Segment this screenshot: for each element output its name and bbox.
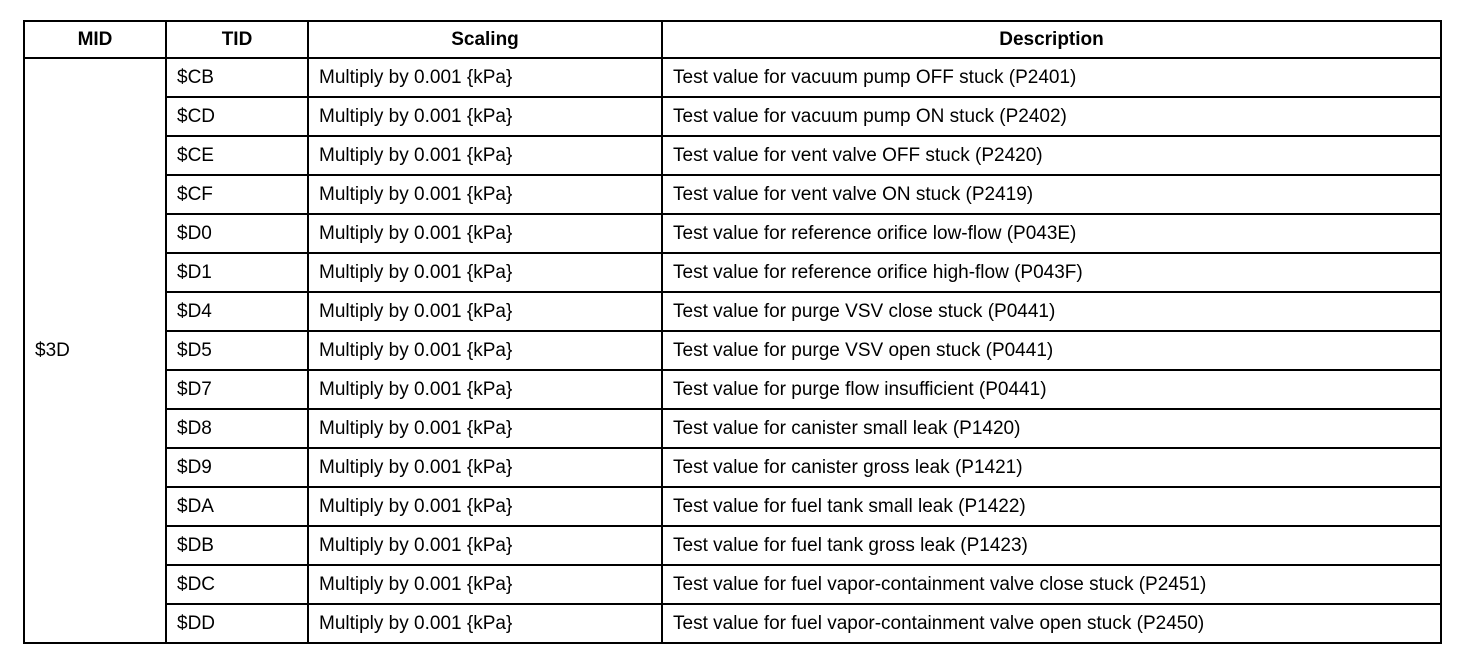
tid-cell: $D4 <box>166 292 308 331</box>
table-body <box>24 58 1441 643</box>
description-cell: Test value for fuel vapor-containment valve close stuck (P2451) <box>662 565 1441 604</box>
tid-cell: $D0 <box>166 214 308 253</box>
tid-cell: $CF <box>166 175 308 214</box>
tid-cell: $D5 <box>166 331 308 370</box>
tid-cell: $DD <box>166 604 308 643</box>
scaling-cell: Multiply by 0.001 {kPa} <box>308 175 662 214</box>
tid-cell: $D9 <box>166 448 308 487</box>
description-cell: Test value for purge VSV open stuck (P0441) <box>662 331 1441 370</box>
scaling-cell: Multiply by 0.001 {kPa} <box>308 292 662 331</box>
scaling-cell: Multiply by 0.001 {kPa} <box>308 409 662 448</box>
table-row <box>24 136 1441 175</box>
scaling-cell: Multiply by 0.001 {kPa} <box>308 136 662 175</box>
scaling-cell: Multiply by 0.001 {kPa} <box>308 253 662 292</box>
column-header-tid: TID <box>166 21 308 58</box>
description-cell: Test value for canister gross leak (P1421) <box>662 448 1441 487</box>
table-row <box>24 97 1441 136</box>
scaling-cell: Multiply by 0.001 {kPa} <box>308 565 662 604</box>
scaling-cell: Multiply by 0.001 {kPa} <box>308 214 662 253</box>
description-cell: Test value for canister small leak (P1420) <box>662 409 1441 448</box>
table-row <box>24 331 1441 370</box>
tid-cell: $D7 <box>166 370 308 409</box>
tid-cell: $D8 <box>166 409 308 448</box>
tid-cell: $CE <box>166 136 308 175</box>
description-cell: Test value for fuel tank gross leak (P1423) <box>662 526 1441 565</box>
table-row <box>24 370 1441 409</box>
scaling-cell: Multiply by 0.001 {kPa} <box>308 331 662 370</box>
table-row <box>24 214 1441 253</box>
tid-cell: $DB <box>166 526 308 565</box>
table-row <box>24 604 1441 643</box>
table-row <box>24 409 1441 448</box>
column-header-scaling: Scaling <box>308 21 662 58</box>
scaling-cell: Multiply by 0.001 {kPa} <box>308 97 662 136</box>
mid-cell: $3D <box>24 58 166 643</box>
scaling-cell: Multiply by 0.001 {kPa} <box>308 487 662 526</box>
column-header-mid: MID <box>24 21 166 58</box>
scaling-cell: Multiply by 0.001 {kPa} <box>308 604 662 643</box>
table-row <box>24 175 1441 214</box>
tid-cell: $D1 <box>166 253 308 292</box>
table-row <box>24 253 1441 292</box>
description-cell: Test value for purge VSV close stuck (P0441) <box>662 292 1441 331</box>
description-cell: Test value for vacuum pump OFF stuck (P2401) <box>662 58 1441 97</box>
table-row <box>24 58 1441 97</box>
table-row <box>24 487 1441 526</box>
description-cell: Test value for purge flow insufficient (P0441) <box>662 370 1441 409</box>
tid-cell: $CB <box>166 58 308 97</box>
table-row <box>24 448 1441 487</box>
scaling-cell: Multiply by 0.001 {kPa} <box>308 370 662 409</box>
column-header-description: Description <box>662 21 1441 58</box>
description-cell: Test value for fuel vapor-containment valve open stuck (P2450) <box>662 604 1441 643</box>
tid-cell: $CD <box>166 97 308 136</box>
description-cell: Test value for vent valve OFF stuck (P2420) <box>662 136 1441 175</box>
table-row <box>24 292 1441 331</box>
description-cell: Test value for vent valve ON stuck (P2419) <box>662 175 1441 214</box>
table-header <box>24 21 1441 58</box>
obd-test-table <box>23 20 1442 644</box>
tid-cell: $DA <box>166 487 308 526</box>
description-cell: Test value for reference orifice low-flow (P043E) <box>662 214 1441 253</box>
description-cell: Test value for reference orifice high-flow (P043F) <box>662 253 1441 292</box>
scaling-cell: Multiply by 0.001 {kPa} <box>308 58 662 97</box>
table-row <box>24 565 1441 604</box>
tid-cell: $DC <box>166 565 308 604</box>
description-cell: Test value for vacuum pump ON stuck (P2402) <box>662 97 1441 136</box>
header-row <box>24 21 1441 58</box>
description-cell: Test value for fuel tank small leak (P1422) <box>662 487 1441 526</box>
scaling-cell: Multiply by 0.001 {kPa} <box>308 526 662 565</box>
scaling-cell: Multiply by 0.001 {kPa} <box>308 448 662 487</box>
table-row <box>24 526 1441 565</box>
